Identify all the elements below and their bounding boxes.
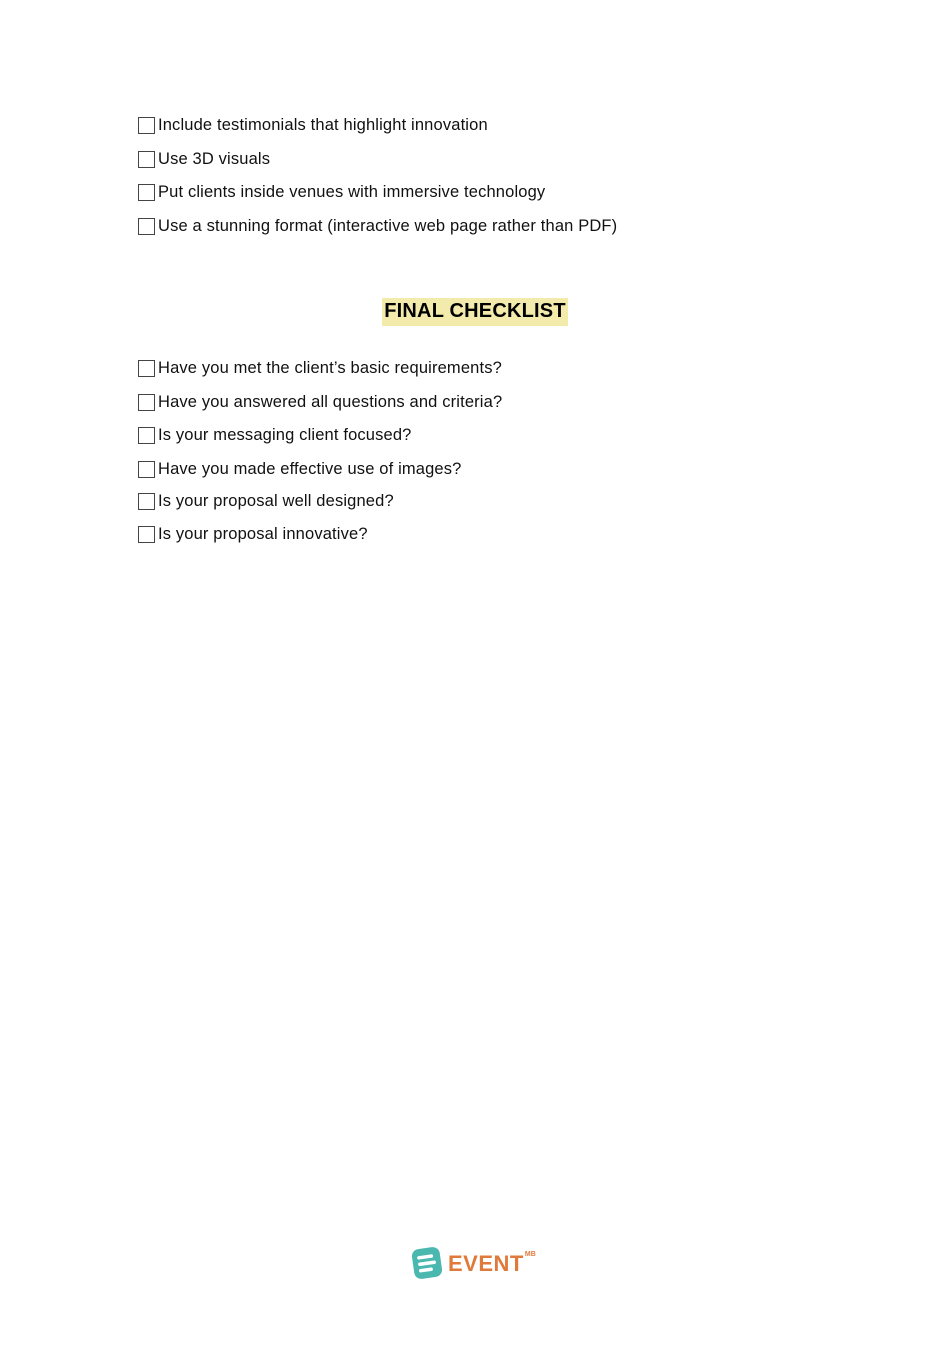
checkbox[interactable] xyxy=(138,184,155,201)
checklist-item xyxy=(138,426,412,445)
checklist-item xyxy=(138,217,617,236)
checklist-item xyxy=(138,393,502,412)
final-checklist-section-header xyxy=(0,298,950,326)
checkbox[interactable] xyxy=(138,493,155,510)
checklist-item-label: Have you answered all questions and criteria? xyxy=(158,393,503,411)
eventmb-logo-text: EVENT xyxy=(448,1251,524,1276)
final-checklist-heading: FINAL CHECKLIST xyxy=(382,298,568,326)
checklist-item-label: Is your messaging client focused? xyxy=(158,426,412,444)
checkbox[interactable] xyxy=(138,394,155,411)
checklist-item xyxy=(138,359,502,378)
checkbox[interactable] xyxy=(138,151,155,168)
eventmb-logo-superscript: MB xyxy=(524,1250,536,1258)
checklist-item-label: Include testimonials that highlight innovation xyxy=(158,116,488,134)
checkbox[interactable] xyxy=(138,526,155,543)
checklist-item xyxy=(138,116,488,135)
checklist-item xyxy=(138,525,368,544)
checklist-item-label: Have you met the client’s basic requirements? xyxy=(158,359,502,377)
checklist-item-label: Is your proposal well designed? xyxy=(158,492,394,510)
eventmb-logo xyxy=(412,1247,536,1279)
eventmb-logo-mark-icon xyxy=(412,1247,442,1279)
checklist-item-label: Put clients inside venues with immersive technology xyxy=(158,183,546,201)
checklist-item xyxy=(138,492,394,511)
checklist-item-label: Use 3D visuals xyxy=(158,150,271,168)
checkbox[interactable] xyxy=(138,360,155,377)
checklist-item-label: Is your proposal innovative? xyxy=(158,525,368,543)
checkbox[interactable] xyxy=(138,117,155,134)
checkbox[interactable] xyxy=(138,461,155,478)
checklist-item xyxy=(138,460,461,479)
checkbox[interactable] xyxy=(138,218,155,235)
checklist-item-label: Have you made effective use of images? xyxy=(158,460,462,478)
checklist-item xyxy=(138,183,545,202)
checklist-item xyxy=(138,150,270,169)
checkbox[interactable] xyxy=(138,427,155,444)
checklist-item-label: Use a stunning format (interactive web page rather than PDF) xyxy=(158,217,618,235)
